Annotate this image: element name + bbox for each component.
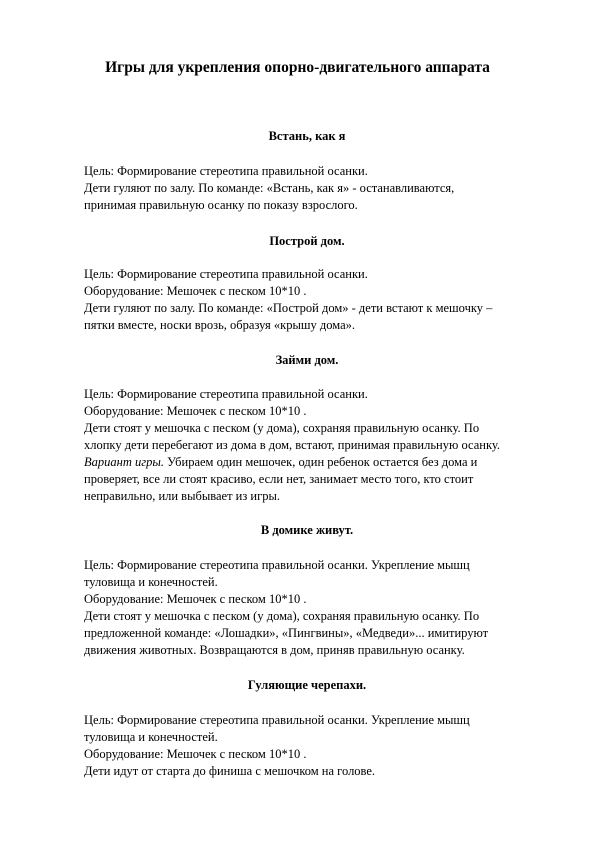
paragraph-line: Оборудование: Мешочек с песком 10*10 . [84,284,307,298]
paragraph-line: предложенной команде: «Лошадки», «Пингвины», «Медведи»... имитируют [84,626,489,640]
paragraph-line: Цель: Формирование стереотипа правильной осанки. Укрепление мышц [84,558,470,572]
paragraph-line: Дети стоят у мешочка с песком (у дома), сохраняя правильную осанку. По [84,609,480,623]
paragraph-line: Дети идут от старта до финиша с мешочком на голове. [84,764,376,778]
paragraph-line: неправильно, или выбывает из игры. [84,489,281,503]
paragraph-line: Цель: Формирование стереотипа правильной осанки. [84,267,368,281]
paragraph-line: Дети гуляют по залу. По команде: «Встань, как я» - останавливаются, [84,181,455,195]
paragraph-line: пятки вместе, носки врозь, образуя «крышу дома». [84,318,356,332]
paragraph-line: движения животных. Возвращаются в дом, приняв правильную осанку. [84,643,465,657]
paragraph-line [84,454,477,470]
paragraph-line: Дети гуляют по залу. По команде: «Построй дом» - дети встают к мешочку – [84,301,493,315]
paragraph-line: туловища и конечностей. [84,730,218,744]
paragraph-line: хлопку дети перебегают из дома в дом, встают, принимая правильную осанку. [84,438,500,452]
paragraph-line: Дети стоят у мешочка с песком (у дома), сохраняя правильную осанку. По [84,421,480,435]
game-title: Гуляющие черепахи. [247,678,367,692]
variant-label: Вариант игры. [84,455,164,469]
game-title: В домике живут. [260,523,354,537]
paragraph-line: Цель: Формирование стереотипа правильной осанки. Укрепление мышц [84,713,470,727]
game-title: Займи дом. [275,353,339,367]
paragraph-line: Цель: Формирование стереотипа правильной осанки. [84,164,368,178]
document-title: Игры для укрепления опорно-двигательного аппарата [105,59,490,76]
game-title: Построй дом. [269,234,345,248]
variant-text: Убираем один мешочек, один ребенок остается без дома и [163,455,478,469]
paragraph-line: принимая правильную осанку по показу взрослого. [84,198,358,212]
game-title: Встань, как я [268,129,346,143]
paragraph-line: Оборудование: Мешочек с песком 10*10 . [84,592,307,606]
paragraph-line: туловища и конечностей. [84,575,218,589]
paragraph-line: проверяет, все ли стоят красиво, если нет, занимает место того, кто стоит [84,472,474,486]
paragraph-line: Оборудование: Мешочек с песком 10*10 . [84,747,307,761]
paragraph-line: Оборудование: Мешочек с песком 10*10 . [84,404,307,418]
paragraph-line: Цель: Формирование стереотипа правильной осанки. [84,387,368,401]
